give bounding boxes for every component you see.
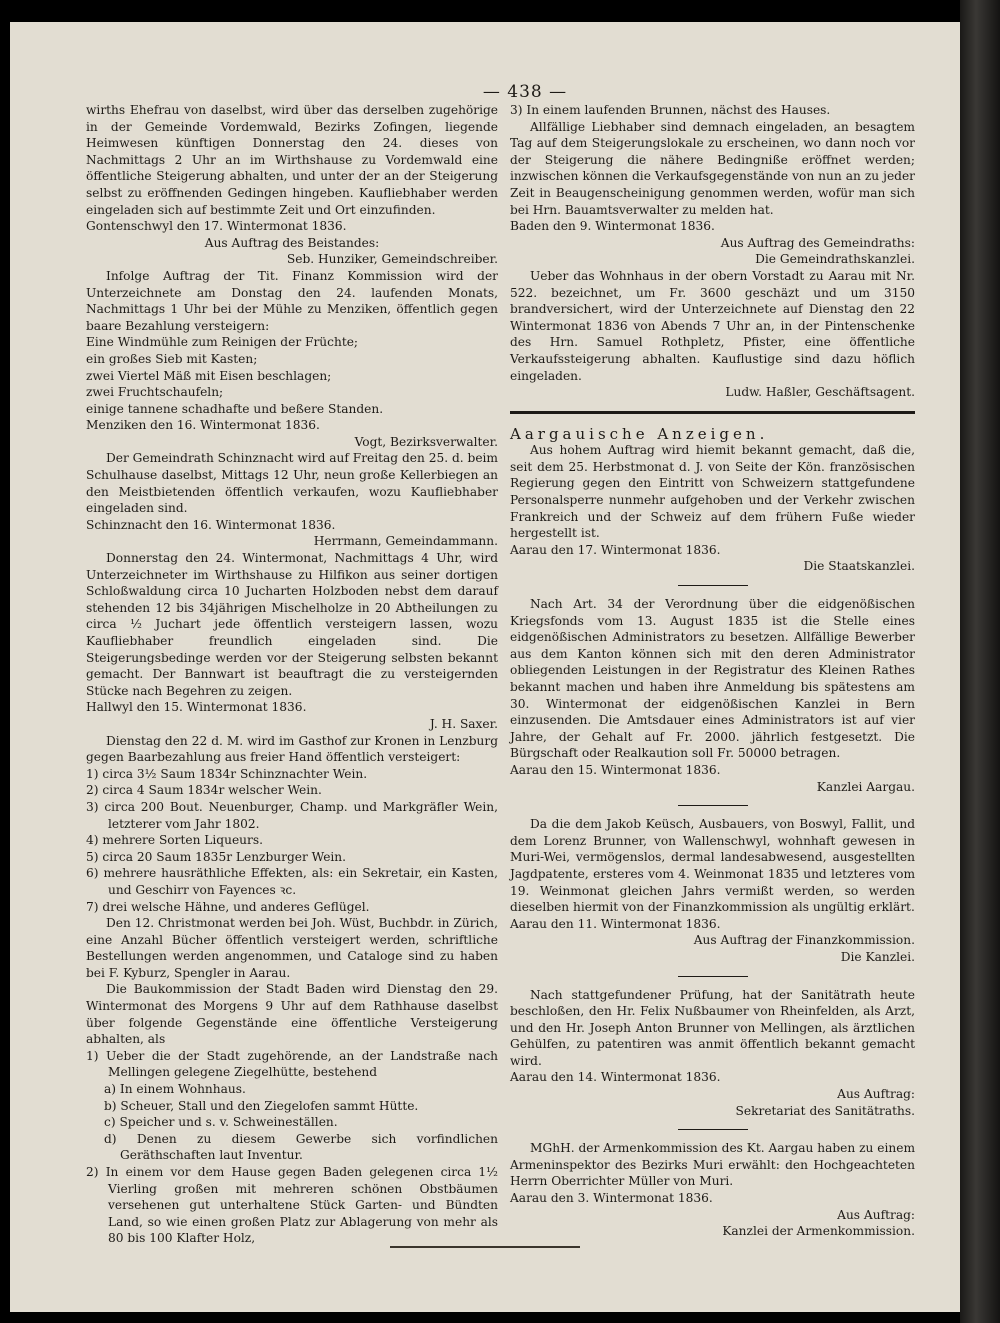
notice-line: J. H. Saxer. xyxy=(429,716,498,731)
notice-line: Aus Auftrag: xyxy=(837,1087,915,1102)
notice-line: 3) In einem laufenden Brunnen, nächst des Hauses. xyxy=(510,103,831,117)
notice-line: Seb. Hunziker, Gemeindschreiber. xyxy=(286,252,498,267)
notice-line: Aarau den 3. Wintermonat 1836. xyxy=(510,1191,713,1206)
notice-line: Aarau den 14. Wintermonat 1836. xyxy=(510,1070,721,1085)
notice-line: a) In einem Wohnhaus. xyxy=(104,1082,246,1097)
notice-line: Aarau den 11. Wintermonat 1836. xyxy=(510,916,721,931)
notice-line: Die Gemeindrathskanzlei. xyxy=(755,252,915,267)
notice-block xyxy=(510,816,915,965)
notice-line: Da die dem Jakob Keüsch, Ausbauers, von Boswyl, Fallit, und dem Lorenz Brunner, von Wallenschwyl, wohnhaft gewesen in Muri-Wei, vermögenslos, dermal landesabwesend, ausgestellten Jagdpatente, ersteres vom 4. Weinmonat 1835 und letzteres vom 19. Weinmonat gleichen Jahrs vermißt werden, so werden dieselben hiermit von der Finanzkommission als ungültig erklärt. xyxy=(510,817,915,915)
notice-line: 2) In einem vor dem Hause gegen Baden gelegenen circa 1½ Vierling großen mit mehreren schönen Obstbäumen versehenen gut unterhaltene Stück Garten- und Bündten Land, so wie einen großen Platz zur Ablagerung von mehr als 80 bis 100 Klafter Holz, xyxy=(86,1165,498,1246)
notice-line: Aus Auftrag des Gemeindraths: xyxy=(720,235,915,250)
left-column xyxy=(86,102,498,1247)
notice-line: Aus Auftrag: xyxy=(837,1207,915,1222)
notice-line: Vogt, Bezirksverwalter. xyxy=(354,434,498,449)
notice-line: Gontenschwyl den 17. Wintermonat 1836. xyxy=(86,219,347,234)
notice-line: zwei Viertel Mäß mit Eisen beschlagen; xyxy=(86,368,332,383)
notice-line: Kanzlei der Armenkommission. xyxy=(722,1224,915,1239)
notice-separator xyxy=(678,976,748,977)
notice-line: Hallwyl den 15. Wintermonat 1836. xyxy=(86,700,307,715)
scan-page-edge xyxy=(960,0,1000,1323)
notice-line: Den 12. Christmonat werden bei Joh. Wüst, Buchbdr. in Zürich, eine Anzahl Bücher öffentlich versteigert werden, schriftliche Bestellungen werden angenommen, und Cataloge sind zu haben bei F. Kyburz, Spengler in Aarau. xyxy=(86,916,498,980)
notice-line: Eine Windmühle zum Reinigen der Früchte; xyxy=(86,335,359,350)
notice-line: Aus hohem Auftrag wird hiemit bekannt gemacht, daß die, seit dem 25. Herbstmonat d. J. von Seite der Kön. französischen Regierung gegen den Eintritt von Schweizern stattgefundene Personalsperre nunmehr aufgehoben und der Verkehr zwischen Frankreich und der Schweiz auf dem frühern Fuße wieder hergestellt ist. xyxy=(510,443,915,541)
notice-line: 1) circa 3½ Saum 1834r Schinznachter Wein. xyxy=(86,766,368,781)
notice-block xyxy=(510,1140,915,1240)
right-top-notices xyxy=(510,102,915,401)
notice-block xyxy=(510,987,915,1120)
notice-line: 5) circa 20 Saum 1835r Lenzburger Wein. xyxy=(86,849,347,864)
notice-line: einige tannene schadhafte und beßere Standen. xyxy=(86,401,384,416)
bottom-rule xyxy=(390,1246,580,1248)
notice-line: c) Speicher und s. v. Schweineställen. xyxy=(104,1115,338,1130)
notice-line: Aus Auftrag des Beistandes: xyxy=(204,235,380,250)
notice-block xyxy=(510,442,915,575)
notice-line: Aarau den 15. Wintermonat 1836. xyxy=(510,762,721,777)
notice-line: 3) circa 200 Bout. Neuenburger, Champ. und Markgräfler Wein, letzterer vom Jahr 1802. xyxy=(86,799,498,831)
notice-line: b) Scheuer, Stall und den Ziegelofen sammt Hütte. xyxy=(104,1098,419,1113)
notice-line: Die Staatskanzlei. xyxy=(803,559,915,574)
notice-line: d) Denen zu diesem Gewerbe sich vorfindlichen Geräthschaften laut Inventur. xyxy=(104,1131,498,1163)
notice-line: zwei Fruchtschaufeln; xyxy=(86,385,224,400)
notice-line: MGhH. der Armenkommission des Kt. Aargau haben zu einem Armeninspektor des Bezirks Muri erwählt: den Hochgeachteten Herrn Oberrichter Müller von Muri. xyxy=(510,1141,915,1189)
notice-line: 1) Ueber die der Stadt zugehörende, an der Landstraße nach Mellingen gelegene Ziegelhütte, bestehend xyxy=(86,1048,498,1080)
notice-line: Ludw. Haßler, Geschäftsagent. xyxy=(725,385,915,400)
notice-separator xyxy=(678,585,748,586)
notice-line: Allfällige Liebhaber sind demnach eingeladen, an besagtem Tag auf dem Steigerungslokale zu erscheinen, wo dann noch vor der Steigerung die nähere Bedingniße eröffnet werden; inzwischen können die Verkaufsgegenstände von nun an zu jeder Zeit in Beaugenscheinigung genommen werden, wofür man sich bei Hrn. Bauamtsverwalter zu melden hat. xyxy=(510,119,915,217)
notice-separator xyxy=(678,1129,748,1130)
notice-line: Aus Auftrag der Finanzkommission. xyxy=(693,933,915,948)
notice-line: ein großes Sieb mit Kasten; xyxy=(86,351,258,366)
notice-line: Herrmann, Gemeindammann. xyxy=(313,534,498,549)
notice-line: Die Baukommission der Stadt Baden wird Dienstag den 29. Wintermonat des Morgens 9 Uhr auf dem Rathhause daselbst über folgende Gegenstände eine öffentliche Versteigerung abhalten, als xyxy=(86,982,498,1047)
notice-line: Sekretariat des Sanitätraths. xyxy=(735,1103,915,1118)
right-column xyxy=(510,102,915,1240)
notice-line: Schinznacht den 16. Wintermonat 1836. xyxy=(86,517,336,532)
aargau-notices xyxy=(510,442,915,1240)
notice-line: Der Gemeindrath Schinznacht wird auf Freitag den 25. d. beim Schulhause daselbst, Mittags 12 Uhr, neun große Kellerbiegen an den Meistbietenden öffentlich verkaufen, wozu Kaufliebhaber eingeladen sind. xyxy=(86,451,498,516)
notice-line: 4) mehrere Sorten Liqueurs. xyxy=(86,833,263,848)
notice-line: Dienstag den 22 d. M. wird im Gasthof zur Kronen in Lenzburg gegen Baarbezahlung aus freier Hand öffentlich versteigert: xyxy=(86,733,498,765)
notice-line: Kanzlei Aargau. xyxy=(816,779,915,794)
notice-line: Menziken den 16. Wintermonat 1836. xyxy=(86,418,320,433)
section-heading: Aargauische Anzeigen. xyxy=(510,424,769,443)
section-divider xyxy=(510,411,915,414)
notice-line: 7) drei welsche Hähne, und anderes Geflügel. xyxy=(86,899,370,914)
notice-block xyxy=(510,596,915,795)
notice-line: Ueber das Wohnhaus in der obern Vorstadt zu Aarau mit Nr. 522. bezeichnet, um Fr. 3600 geschäzt und um 3150 brandversichert, wird der Unterzeichnete auf Dienstag den 22 Wintermonat 1836 von Abends 7 Uhr an, in der Pintenschenke des Hrn. Samuel Rothpletz, Pfister, eine öffentliche Verkaufssteigerung abhalten. Kauflustige sind dazu höflich eingeladen. xyxy=(510,268,915,383)
notice-line: 6) mehrere hausräthliche Effekten, als: ein Sekretair, ein Kasten, und Geschirr von Fayences ꝛc. xyxy=(86,866,498,897)
notice-line: 2) circa 4 Saum 1834r welscher Wein. xyxy=(86,783,322,798)
notice-line: Infolge Auftrag der Tit. Finanz Kommission wird der Unterzeichnete am Donstag den 24. laufenden Monats, Nachmittags 1 Uhr bei der Mühle zu Menziken, öffentlich gegen baare Bezahlung versteigern: xyxy=(86,268,498,333)
notice-line: Baden den 9. Wintermonat 1836. xyxy=(510,219,715,234)
notice-line: Aarau den 17. Wintermonat 1836. xyxy=(510,542,721,557)
notice-line: Donnerstag den 24. Wintermonat, Nachmittags 4 Uhr, wird Unterzeichneter im Wirthshause zu Hilfikon aus seiner dortigen Schloßwaldung circa 10 Jucharten Holzboden nebst dem darauf stehenden 12 bis 34jährigen Mischelholze in 20 Abtheilungen zu circa ½ Juchart jede öffentlich versteigern lassen, wozu Kaufliebhaber freundlich eingeladen sind. Die Steigerungsbedinge werden vor der Steigerung selbsten bekannt gemacht. Der Bannwart ist beauftragt die zu versteigernden Stücke nach Begehren zu zeigen. xyxy=(86,551,498,698)
notice-line: wirths Ehefrau von daselbst, wird über das derselben zugehörige in der Gemeinde Vordemwald, Bezirks Zofingen, liegende Heimwesen künftigen Donnerstag den 24. dieses von Nachmittags 2 Uhr an im Wirthshause zu Vordemwald eine öffentliche Steigerung abhalten, und unter der an der Steigerung selbst zu eröffnenden Gedingen hingeben. Kaufliebhaber werden eingeladen sich auf bestimmte Zeit und Ort einzufinden. xyxy=(86,103,498,217)
notice-line: Die Kanzlei. xyxy=(840,949,915,964)
page-number: — 438 — xyxy=(482,82,568,102)
notice-separator xyxy=(678,805,748,806)
notice-line: Nach stattgefundener Prüfung, hat der Sanitätrath heute beschloßen, den Hr. Felix Nußbaumer von Rheinfelden, als Arzt, und den Hr. Joseph Anton Brunner von Mellingen, als ärztlichen Gehülfen, zu patentiren was anmit öffentlich bekannt gemacht wird. xyxy=(510,987,915,1068)
notice-line: Nach Art. 34 der Verordnung über die eidgenößischen Kriegsfonds vom 13. August 1835 ist die Stelle eines eidgenößischen Administrators zu besetzen. Allfällige Bewerber aus dem Kanton können sich mit den deren Administrator obliegenden Leistungen in der Registratur des Kleinen Rathes bekannt machen und haben ihre Anmeldung bis spätestens am 30. Wintermonat der eidgenößischen Kanzlei in Bern einzusenden. Die Amtsdauer eines Administrators ist auf vier Jahre, der Gehalt auf Fr. 2000. jährlich festgesetzt. Die Bürgschaft oder Realkaution soll Fr. 50000 betragen. xyxy=(510,597,915,761)
